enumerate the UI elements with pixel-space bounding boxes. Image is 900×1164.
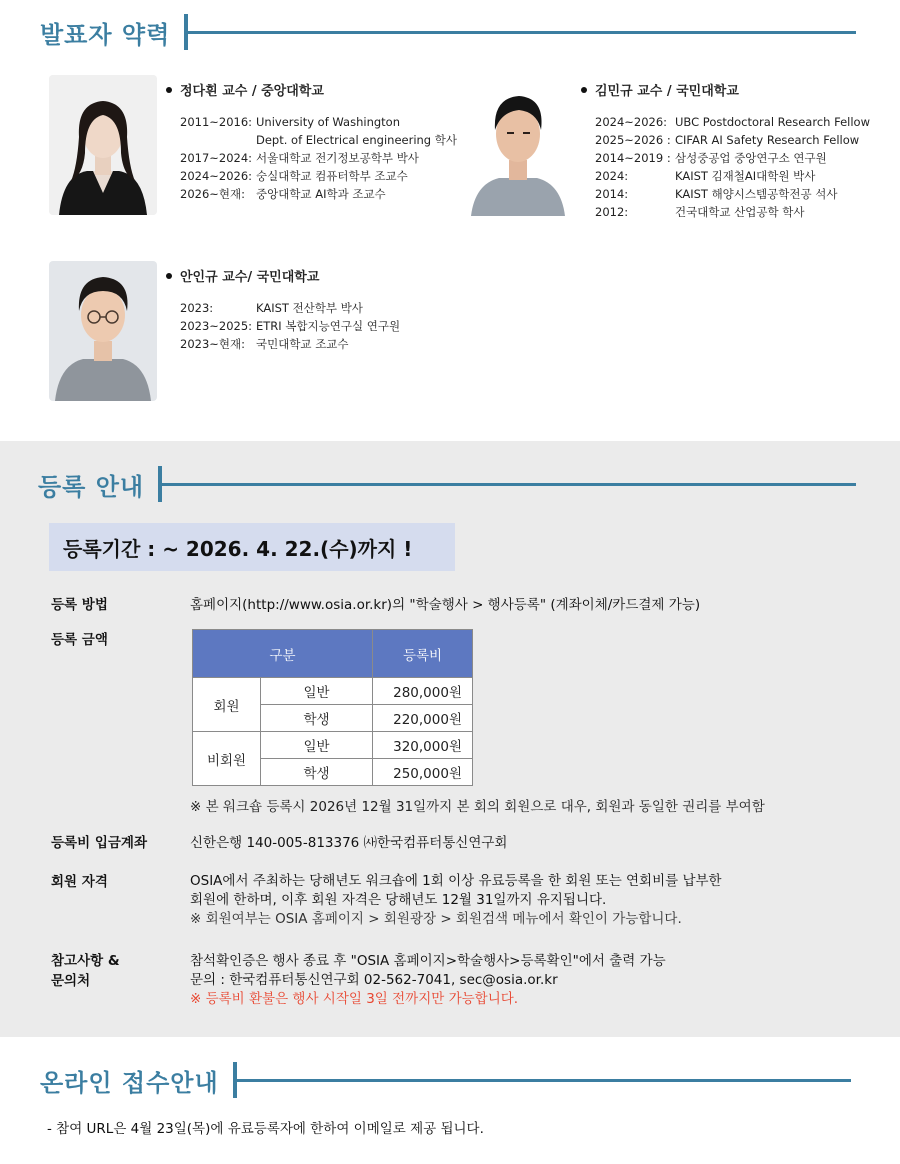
section-title-line bbox=[162, 483, 856, 486]
fee-type-cell: 일반 bbox=[261, 678, 373, 705]
reference-line: 참석확인증은 행사 종료 후 "OSIA 홈페이지>학술행사>등록확인"에서 출력 가능 bbox=[190, 953, 666, 969]
method-label: 등록 방법 bbox=[51, 597, 108, 613]
speaker-photo-3 bbox=[49, 261, 157, 401]
career-row: 2017~2024: 서울대학교 전기정보공학부 박사 bbox=[180, 151, 419, 165]
account-label: 등록비 입금계좌 bbox=[51, 835, 147, 851]
speaker-name: 김민규 교수 / 국민대학교 bbox=[581, 80, 870, 99]
reference-label: 참고사항 & 문의처 bbox=[51, 953, 120, 989]
section-title-text: 등록 안내 bbox=[38, 472, 145, 501]
section-title-line bbox=[237, 1079, 851, 1082]
member-note: ※ 회원여부는 OSIA 홈페이지 > 회원광장 > 회원검색 메뉴에서 확인이 가능합니다. bbox=[190, 911, 682, 927]
fee-note: ※ 본 워크숍 등록시 2026년 12월 31일까지 본 회의 회원으로 대우, 회원과 동일한 권리를 부여함 bbox=[190, 799, 765, 815]
fee-table-header: 등록비 bbox=[373, 630, 473, 678]
speaker-2 bbox=[581, 80, 870, 221]
bullet-dot-icon bbox=[166, 273, 172, 279]
section-title-registration bbox=[38, 466, 856, 502]
speaker-name: 정다흰 교수 / 중앙대학교 bbox=[166, 80, 457, 99]
registration-period-banner: 등록기간 : ~ 2026. 4. 22.(수)까지 ! bbox=[49, 523, 455, 571]
member-text bbox=[190, 872, 722, 929]
career-row: 2023~현재: 국민대학교 조교수 bbox=[180, 337, 349, 351]
fee-amount-cell: 320,000원 bbox=[373, 732, 473, 759]
career-row: 2012: 건국대학교 산업공학 학사 bbox=[595, 205, 805, 219]
speaker-photo-2 bbox=[463, 76, 572, 216]
career-row: 2026~현재: 중앙대학교 AI학과 조교수 bbox=[180, 187, 386, 201]
career-row: 2024~2026: 숭실대학교 컴퓨터학부 조교수 bbox=[180, 169, 408, 183]
member-label: 회원 자격 bbox=[51, 874, 108, 890]
method-text: 홈페이지(http://www.osia.or.kr)의 "학술행사 > 행사등록" (계좌이체/카드결제 가능) bbox=[190, 597, 701, 613]
account-text: 신한은행 140-005-813376 ㈔한국컴퓨터통신연구회 bbox=[190, 835, 508, 851]
table-row bbox=[193, 678, 473, 705]
section-title-speakers bbox=[40, 14, 856, 50]
section-title-online bbox=[40, 1062, 851, 1098]
refund-warning: ※ 등록비 환불은 행사 시작일 3일 전까지만 가능합니다. bbox=[190, 991, 519, 1007]
section-title-text: 온라인 접수안내 bbox=[40, 1068, 219, 1097]
fee-amount-cell: 250,000원 bbox=[373, 759, 473, 786]
fee-label: 등록 금액 bbox=[51, 632, 108, 648]
table-row bbox=[193, 732, 473, 759]
fee-type-cell: 일반 bbox=[261, 732, 373, 759]
fee-type-cell: 학생 bbox=[261, 759, 373, 786]
fee-group-cell: 회원 bbox=[193, 678, 261, 732]
fee-table-header: 구분 bbox=[193, 630, 373, 678]
career-row: 2024: KAIST 김재철AI대학원 박사 bbox=[595, 169, 816, 183]
reference-line: 문의 : 한국컴퓨터통신연구회 02-562-7041, sec@osia.or.kr bbox=[190, 972, 558, 988]
section-title-line bbox=[188, 31, 856, 34]
speaker-3 bbox=[166, 266, 400, 353]
career-row: 2025~2026 : CIFAR AI Safety Research Fellow bbox=[595, 133, 860, 147]
online-info-text: - 참여 URL은 4월 23일(목)에 유료등록자에 한하여 이메일로 제공 됩니다. bbox=[47, 1121, 484, 1137]
career-row: Dept. of Electrical engineering 학사 bbox=[256, 133, 457, 147]
fee-amount-cell: 220,000원 bbox=[373, 705, 473, 732]
speaker-photo-1 bbox=[49, 75, 157, 215]
fee-type-cell: 학생 bbox=[261, 705, 373, 732]
section-title-text: 발표자 약력 bbox=[40, 20, 171, 49]
bullet-dot-icon bbox=[581, 87, 587, 93]
career-row: 2023~2025: ETRI 복합지능연구실 연구원 bbox=[180, 319, 401, 333]
reference-text bbox=[190, 952, 666, 1009]
fee-amount-cell: 280,000원 bbox=[373, 678, 473, 705]
member-line: OSIA에서 주최하는 당해년도 워크숍에 1회 이상 유료등록을 한 회원 또는 연회비를 납부한 bbox=[190, 873, 722, 889]
career-row: 2014: KAIST 해양시스템공학전공 석사 bbox=[595, 187, 838, 201]
career-row: 2024~2026: UBC Postdoctoral Research Fellow bbox=[595, 115, 870, 129]
speaker-1 bbox=[166, 80, 457, 203]
member-line: 회원에 한하며, 이후 회원 자격은 당해년도 12월 31일까지 유지됩니다. bbox=[190, 892, 607, 908]
fee-table bbox=[192, 629, 473, 786]
fee-group-cell: 비회원 bbox=[193, 732, 261, 786]
career-row: 2011~2016: University of Washington bbox=[180, 115, 400, 129]
career-row: 2014~2019 : 삼성중공업 중앙연구소 연구원 bbox=[595, 151, 827, 165]
bullet-dot-icon bbox=[166, 87, 172, 93]
speaker-name: 안인규 교수/ 국민대학교 bbox=[166, 266, 400, 285]
career-row: 2023: KAIST 전산학부 박사 bbox=[180, 301, 363, 315]
